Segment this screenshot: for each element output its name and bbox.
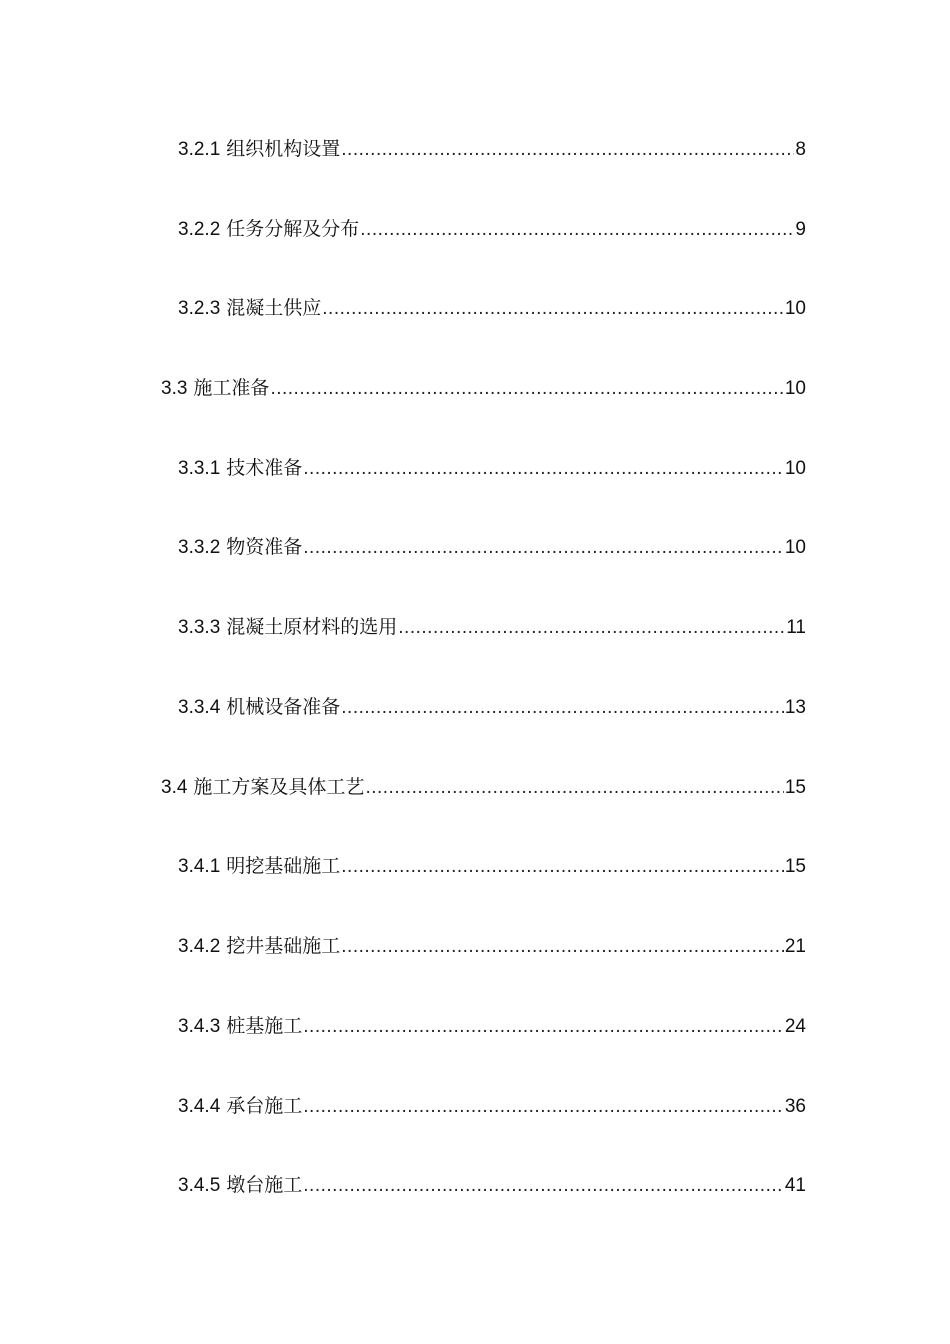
toc-entry-number: 3.3.1 <box>178 458 221 479</box>
toc-entry-page: 13 <box>784 697 806 718</box>
toc-dot-leader <box>341 136 794 164</box>
toc-entry-3-4-1[interactable] <box>178 853 806 881</box>
toc-entry-title: 组织机构设置 <box>226 139 341 160</box>
toc-dot-leader <box>341 933 784 961</box>
toc-entry-page: 10 <box>784 537 806 558</box>
toc-entry-page: 41 <box>784 1175 806 1196</box>
toc-entry-number: 3.4.5 <box>178 1175 221 1196</box>
toc-dot-leader <box>341 853 784 881</box>
toc-entry-title: 技术准备 <box>226 458 303 479</box>
toc-entry-title: 机械设备准备 <box>226 697 341 718</box>
toc-entry-3-4[interactable] <box>161 774 806 802</box>
toc-dot-leader <box>365 774 783 802</box>
toc-dot-leader <box>398 614 785 642</box>
toc-entry-page: 21 <box>784 936 806 957</box>
toc-entry-3-4-2[interactable] <box>178 933 806 961</box>
toc-entry-3-3[interactable] <box>161 375 806 403</box>
toc-entry-number: 3.3.3 <box>178 617 221 638</box>
toc-entry-3-4-3[interactable] <box>178 1013 806 1041</box>
toc-entry-3-2-2[interactable] <box>178 216 806 244</box>
toc-entry-number: 3.3.2 <box>178 537 221 558</box>
toc-entry-number: 3.2.2 <box>178 219 221 240</box>
toc-entry-page: 8 <box>795 139 806 160</box>
toc-dot-leader <box>303 1172 784 1200</box>
toc-entry-page: 11 <box>786 617 806 638</box>
toc-entry-number: 3.4.1 <box>178 856 221 877</box>
toc-entry-page: 10 <box>784 298 806 319</box>
toc-dot-leader <box>303 455 784 483</box>
toc-entry-title: 混凝土供应 <box>226 298 322 319</box>
toc-entry-title: 桩基施工 <box>226 1016 303 1037</box>
toc-entry-title: 明挖基础施工 <box>226 856 341 877</box>
toc-entry-page: 15 <box>784 856 806 877</box>
toc-entry-3-2-1[interactable] <box>178 136 806 164</box>
toc-entry-page: 15 <box>784 777 806 798</box>
toc-entry-page: 36 <box>784 1096 806 1117</box>
toc-dot-leader <box>270 375 783 403</box>
toc-entry-3-4-4[interactable] <box>178 1093 806 1121</box>
toc-dot-leader <box>341 694 784 722</box>
toc-entry-3-3-3[interactable] <box>178 614 806 642</box>
toc-entry-number: 3.3 <box>161 378 188 399</box>
toc-entry-number: 3.2.3 <box>178 298 221 319</box>
toc-dot-leader <box>322 295 784 323</box>
toc-dot-leader <box>360 216 794 244</box>
toc-entry-3-2-3[interactable] <box>178 295 806 323</box>
toc-dot-leader <box>303 1093 784 1121</box>
toc-entry-3-3-4[interactable] <box>178 694 806 722</box>
toc-entry-number: 3.4.4 <box>178 1096 221 1117</box>
toc-entry-3-3-2[interactable] <box>178 534 806 562</box>
toc-entry-number: 3.2.1 <box>178 139 221 160</box>
toc-entry-title: 混凝土原材料的选用 <box>226 617 398 638</box>
toc-entry-page: 24 <box>784 1016 806 1037</box>
toc-entry-title: 物资准备 <box>226 537 303 558</box>
toc-entry-title: 施工方案及具体工艺 <box>193 777 365 798</box>
toc-entry-number: 3.4.2 <box>178 936 221 957</box>
toc-dot-leader <box>303 1013 784 1041</box>
toc-entry-3-3-1[interactable] <box>178 455 806 483</box>
toc-entry-title: 墩台施工 <box>226 1175 303 1196</box>
toc-entry-number: 3.3.4 <box>178 697 221 718</box>
toc-dot-leader <box>303 534 784 562</box>
toc-entry-page: 10 <box>784 458 806 479</box>
toc-entry-page: 10 <box>784 378 806 399</box>
toc-entry-3-4-5[interactable] <box>178 1172 806 1200</box>
toc-entry-title: 挖井基础施工 <box>226 936 341 957</box>
toc-entry-title: 任务分解及分布 <box>226 219 360 240</box>
toc-entry-title: 承台施工 <box>226 1096 303 1117</box>
toc-entry-page: 9 <box>795 219 806 240</box>
toc-entry-title: 施工准备 <box>193 378 270 399</box>
toc-entry-number: 3.4.3 <box>178 1016 221 1037</box>
toc-entry-number: 3.4 <box>161 777 188 798</box>
